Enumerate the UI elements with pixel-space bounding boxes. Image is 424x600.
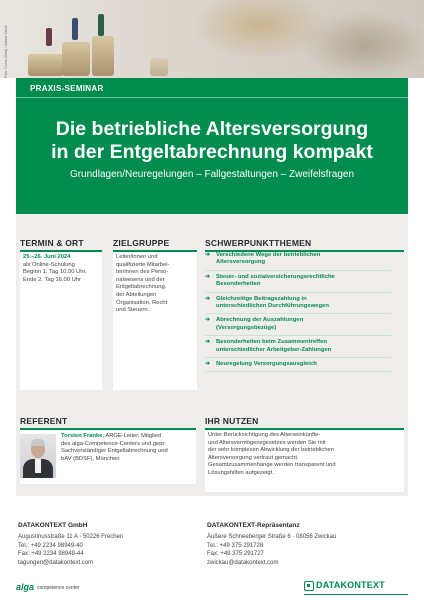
referent-text — [61, 433, 195, 463]
list-item: ➔ Verschiedene Wege der betrieblichen Altersversorgung — [205, 252, 391, 271]
figurine — [98, 14, 104, 36]
coin-stack — [62, 42, 90, 76]
arrow-right-icon: ➔ — [205, 252, 211, 258]
title-banner — [16, 78, 408, 214]
coin-stack — [92, 36, 114, 76]
title-line-1: Die betriebliche Altersversorgung — [55, 118, 369, 140]
list-item: ➔ Neuregelung Versorgungsausgleich — [205, 361, 391, 372]
nutzen-line: Altersversorgung vertraut gemacht. — [208, 454, 299, 461]
nutzen-line: Unter Berücksichtigung des Alterseinkünfte- — [208, 432, 321, 438]
nutzen-line: Gesamtzusammenhänge werden transparent und — [208, 462, 336, 469]
zielgruppe-line: qualifizierte Mitarbei- — [116, 261, 170, 268]
datakontext-logo-icon — [304, 581, 314, 591]
branch-name: DATAKONTEXT-Repräsentanz — [207, 522, 300, 529]
hero-photo — [0, 0, 424, 78]
nutzen-line: und Altersvermögensgesetzes werden Sie mit — [208, 439, 326, 446]
address-line: Augustinusstraße 11 A · 50226 Frechen — [18, 534, 124, 540]
speaker-detail: des alga-Competence-Centers und gepr. — [61, 440, 166, 447]
banner-divider — [16, 97, 408, 98]
datakontext-logo: DATAKONTEXT — [316, 580, 385, 590]
list-item: ➔ Steuer- und sozialversicherungsrechtliche Besonderheiten — [205, 274, 391, 293]
company-name: DATAKONTEXT GmbH — [18, 522, 88, 529]
speaker-detail: bAV (BDSF), München — [61, 455, 120, 462]
arrow-right-icon: ➔ — [205, 339, 211, 346]
speaker-photo — [20, 434, 56, 478]
coin-stack — [28, 54, 64, 76]
company-address — [18, 533, 123, 567]
phone: Tel.: +49 375 291728 — [207, 542, 264, 549]
zielgruppe-box — [113, 252, 197, 390]
alga-logo — [16, 577, 80, 595]
event-format: als Online-Schulung — [23, 261, 75, 268]
alga-wordmark: alga — [16, 582, 35, 592]
list-item: ➔ Besonderheiten beim Zusammentreffen unterschiedlicher Arbeitgeber-Zahlungen — [205, 339, 391, 358]
termin-heading: TERMIN & ORT — [20, 238, 84, 248]
schwerpunkte-heading: SCHWERPUNKTTHEMEN — [205, 238, 312, 248]
logo-underline — [304, 594, 408, 595]
list-item: ➔ Abrechnung der Auszahlungen (Versorgungsbezüge) — [205, 317, 391, 336]
page-subtitle: Grundlagen/Neuregelungen – Fallgestaltungen – Zweifelsfragen — [69, 169, 355, 180]
figurine — [72, 18, 78, 40]
arrow-right-icon: ➔ — [205, 317, 211, 324]
email-link[interactable]: tagungen@datakontext.com — [18, 559, 94, 566]
nutzen-text — [208, 432, 336, 478]
speaker-detail: Sachverständiger Entgeltabrechnung und — [61, 448, 168, 455]
nutzen-line: Lösungshilfen aufgezeigt. — [208, 469, 274, 476]
zielgruppe-line: ter/innen des Perso- — [116, 269, 169, 276]
alga-subline: competence center — [37, 585, 80, 591]
event-date: 25.–26. Juni 2024 — [23, 254, 71, 260]
zielgruppe-line: Leiter/innen und — [116, 254, 158, 260]
nutzen-line: der sehr komplexen Abwicklung der betrieblichen — [208, 447, 334, 454]
phone: Tel.: +49 2234 98949-40 — [18, 542, 83, 549]
address-line: Äußere Schneeberger Straße 6 · 08056 Zwickau — [207, 534, 337, 540]
fax: Fax: +49 375 291727 — [207, 551, 264, 558]
seminar-kicker: PRAXIS-SEMINAR — [30, 84, 104, 93]
email-link[interactable]: zwickau@datakontext.com — [207, 559, 279, 566]
zielgruppe-line: Entgeltabrechnung, — [116, 284, 167, 291]
figurine — [46, 28, 52, 46]
event-end: Ende 2. Tag 16.00 Uhr — [23, 276, 81, 283]
zielgruppe-line: der Abteilungen — [116, 291, 157, 298]
list-item: ➔ Gleichzeitige Beitragszahlung in unterschiedlichen Durchführungswegen — [205, 296, 391, 315]
fax: Fax: +49 2234 98949-44 — [18, 551, 84, 558]
nutzen-box — [205, 430, 404, 492]
nutzen-heading: IHR NUTZEN — [205, 416, 259, 426]
referent-heading: REFERENT — [20, 416, 68, 426]
zielgruppe-heading: ZIELGRUPPE — [113, 238, 170, 248]
arrow-right-icon: ➔ — [205, 361, 211, 368]
page-title — [16, 118, 408, 164]
branch-address — [207, 533, 336, 567]
zielgruppe-line: und Steuern. — [116, 307, 150, 314]
zielgruppe-text — [116, 254, 169, 315]
zielgruppe-line: nalwesens und der — [116, 276, 165, 283]
topic-list — [205, 252, 391, 375]
speaker-role: , ARGE-Leiter, Mitglied — [102, 433, 162, 439]
zielgruppe-line: Organisation, Recht — [116, 299, 168, 306]
arrow-right-icon: ➔ — [205, 273, 211, 280]
title-line-2: in der Entgeltabrechnung kompakt — [51, 141, 373, 163]
coin-stack — [150, 58, 168, 76]
event-start: Beginn 1. Tag 10.00 Uhr, — [23, 269, 87, 276]
termin-box — [20, 252, 102, 390]
photo-credit: Foto: Coins (Geld) / Adobe Stock — [4, 25, 8, 78]
arrow-right-icon: ➔ — [205, 295, 211, 302]
speaker-name: Torsten Franke — [61, 433, 103, 439]
